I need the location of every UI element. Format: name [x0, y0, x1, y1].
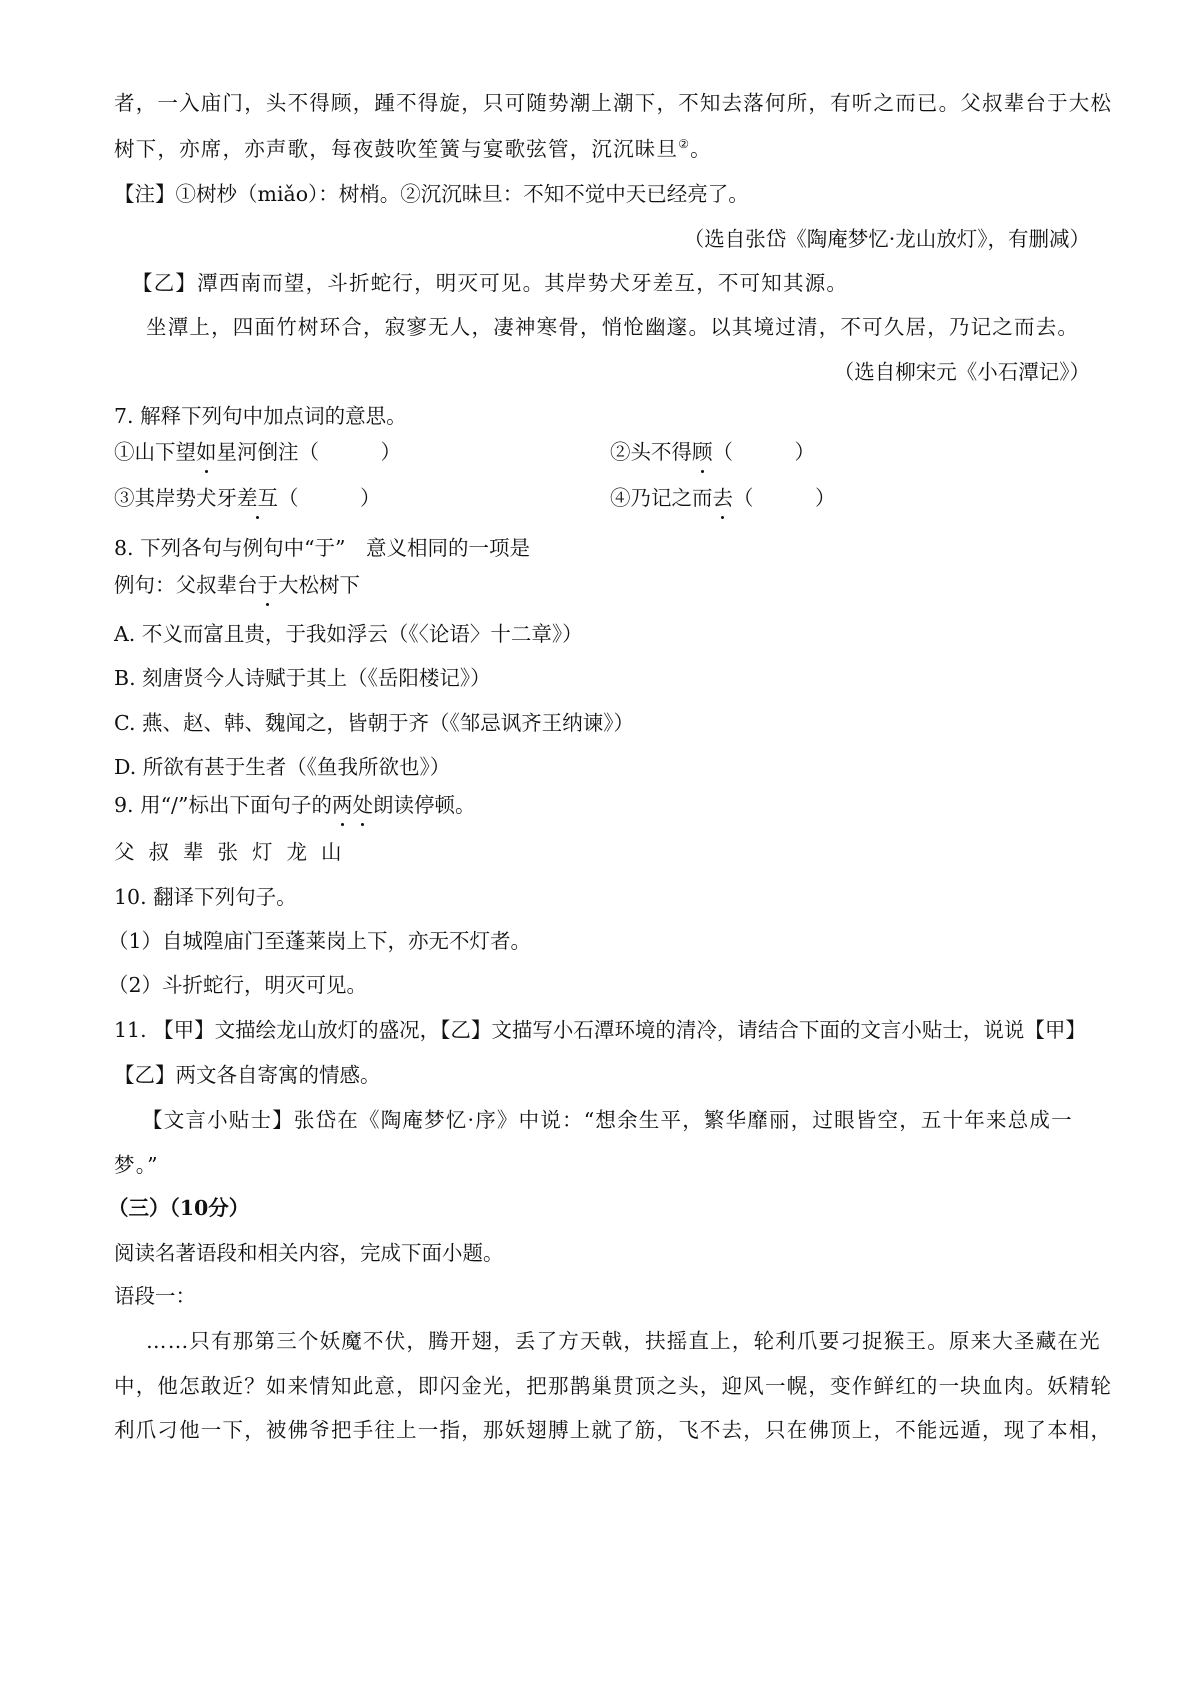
- q8-option-d: D. 所欲有甚于生者（《鱼我所欲也》）: [114, 755, 451, 779]
- q9-sentence: 父叔辈张灯龙山: [114, 840, 356, 864]
- q7-item-1-post: 星河倒注（ ）: [216, 440, 401, 464]
- q8-example-dotted-word: 于: [258, 570, 279, 600]
- section-3-paragraph-line-3: 利爪刁他一下，被佛爷把手往上一指，那妖翅膊上就了筋，飞不去，只在佛顶上，不能远遁，现了本相，: [114, 1418, 1113, 1442]
- section-3-intro: 阅读名著语段和相关内容，完成下面小题。: [114, 1241, 504, 1265]
- q7-item-1: [114, 440, 401, 464]
- q9-stem-pre: 9. 用“/”标出下面句子的: [114, 793, 332, 817]
- footnote-mark: ②: [678, 137, 691, 152]
- q7-item-3-post: （ ）: [278, 486, 381, 510]
- passage-yi-line-2: 坐潭上，四面竹树环合，寂寥无人，凄神寒骨，悄怆幽邃。以其境过清，不可久居，乃记之而去。: [146, 315, 1080, 339]
- q8-example-pre: 例句：父叔辈台: [114, 573, 258, 597]
- passage-jia-line-2-end: 。: [690, 137, 712, 161]
- q11-tip-line-1: 【文言小贴士】张岱在《陶庵梦忆·序》中说：“想余生平，繁华靡丽，过眼皆空，五十年来总成一: [142, 1108, 1073, 1132]
- section-3-paragraph-line-1: ……只有那第三个妖魔不伏，腾开翅，丢了方天戟，扶摇直上，轮利爪要刁捉猴王。原来大圣藏在光: [146, 1329, 1101, 1353]
- q10-stem: 10. 翻译下列句子。: [114, 885, 297, 909]
- q11-line-2: 【乙】两文各自寄寓的情感。: [114, 1063, 381, 1087]
- q7-item-2-dotted-word: 顾: [692, 437, 713, 467]
- q7-item-4-post: （ ）: [733, 486, 836, 510]
- q7-item-1-dotted-word: 如: [196, 437, 217, 467]
- q7-item-3-pre: ③其岸势犬牙: [114, 486, 237, 510]
- q7-item-2: [610, 437, 815, 467]
- q11-tip-line-2: 梦。”: [114, 1153, 159, 1177]
- passage-jia-source: （选自张岱《陶庵梦忆·龙山放灯》，有删减）: [683, 227, 1090, 251]
- q9-stem: [114, 790, 1090, 820]
- q8-example: [114, 570, 1090, 600]
- q7-row-1: [114, 437, 1090, 467]
- passage-jia-note: 【注】①树杪（miǎo）：树梢。②沉沉昧旦：不知不觉中天已经亮了。: [114, 182, 749, 206]
- q11-line-1: 11. 【甲】文描绘龙山放灯的盛况，【乙】文描写小石潭环境的清冷，请结合下面的文言小贴士，说说【甲】: [114, 1018, 1086, 1042]
- q7-item-3: [114, 486, 381, 510]
- q7-item-4: [610, 483, 836, 513]
- q10-sentence-2: （2）斗折蛇行，明灭可见。: [108, 973, 368, 997]
- passage-jia-line-2-text: 树下，亦席，亦声歌，每夜鼓吹笙簧与宴歌弦管，沉沉昧旦: [114, 137, 679, 161]
- q8-option-c: C. 燕、赵、韩、魏闻之，皆朝于齐（《邹忌讽齐王纳谏》）: [114, 711, 634, 735]
- q7-item-4-dotted-word: 去: [713, 483, 734, 513]
- q10-sentence-1: （1）自城隍庙门至蓬莱岗上下，亦无不灯者。: [108, 929, 532, 953]
- q7-item-4-pre: ④乃记之而: [610, 486, 713, 510]
- q7-row-2: [114, 483, 1090, 513]
- section-3-paragraph-line-2: 中，他怎敢近？如来情知此意，即闪金光，把那鹊巢贯顶之头，迎风一幌，变作鲜红的一块血肉。妖精轮: [114, 1374, 1113, 1398]
- passage-yi-source: （选自柳宋元《小石潭记》）: [833, 360, 1090, 384]
- q9-stem-dotted-2: 处: [352, 790, 373, 820]
- section-3-heading: （三）（10分）: [108, 1196, 250, 1220]
- passage-jia-line-1: 者，一入庙门，头不得顾，踵不得旋，只可随势潮上潮下，不知去落何所，有听之而已。父叔辈台于大松: [114, 91, 1113, 115]
- q7-item-2-post: （ ）: [712, 440, 815, 464]
- passage-jia-line-2: [114, 134, 1090, 164]
- q7-item-2-pre: ②头不得: [610, 440, 692, 464]
- section-3-label: 语段一：: [114, 1284, 196, 1308]
- passage-yi-line-1: 【乙】潭西南而望，斗折蛇行，明灭可见。其岸势犬牙差互，不可知其源。: [132, 271, 849, 295]
- q8-option-a: A. 不义而富且贵，于我如浮云（《〈论语〉十二章》）: [114, 622, 583, 646]
- q8-option-b: B. 刻唐贤今人诗赋于其上（《岳阳楼记》）: [114, 666, 491, 690]
- q7-item-3-dotted-word: 差互: [237, 483, 278, 513]
- q9-stem-dotted-1: 两: [332, 790, 353, 820]
- q9-stem-post: 朗读停顿。: [372, 793, 476, 817]
- q7-item-1-pre: ①山下望: [114, 440, 196, 464]
- q8-stem: 8. 下列各句与例句中“于” 意义相同的一项是: [114, 536, 531, 560]
- q8-example-post: 大松树下: [278, 573, 360, 597]
- q7-stem: 7. 解释下列句中加点词的意思。: [114, 404, 407, 428]
